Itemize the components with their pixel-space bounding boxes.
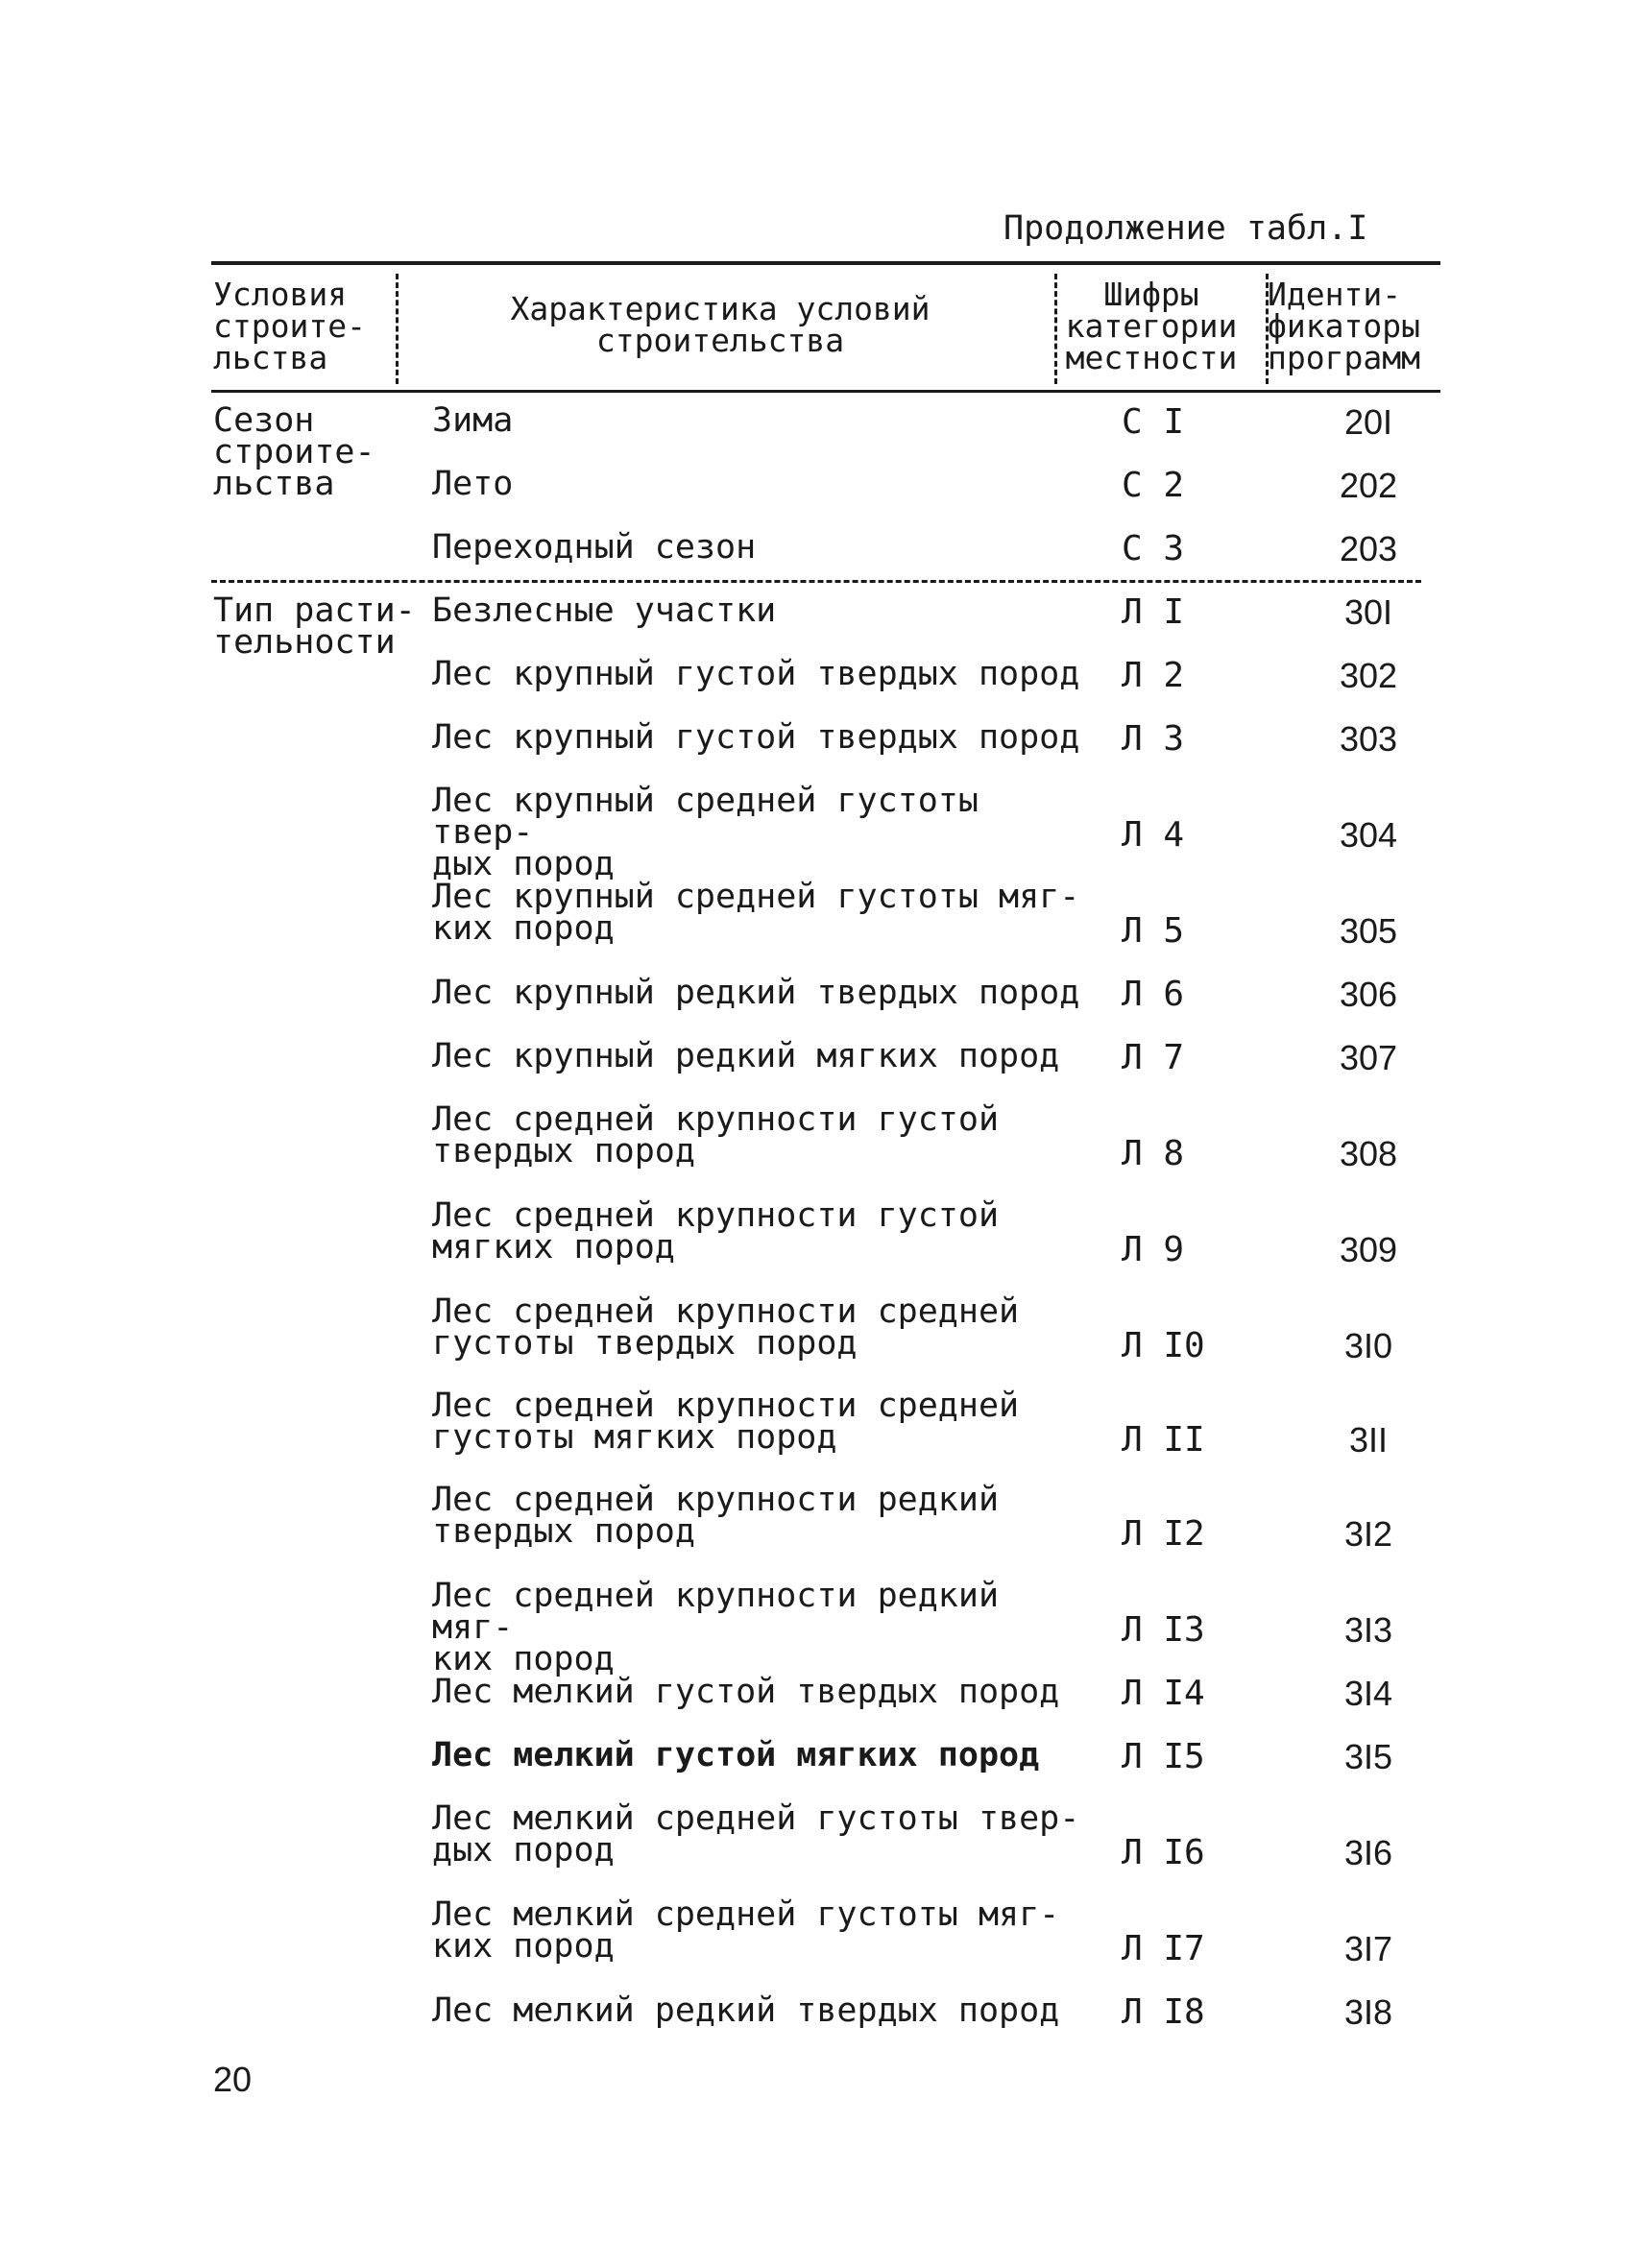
row-description: Лес крупный густой твердых пород — [432, 655, 1080, 693]
row-category-code: Л I7 — [1122, 1929, 1205, 1968]
row-program-id: 307 — [1339, 1038, 1398, 1077]
row-program-id: 302 — [1339, 656, 1398, 695]
row-category-code: Л 9 — [1122, 1230, 1185, 1269]
row-category-code: Л I3 — [1122, 1610, 1205, 1650]
row-description: Лес крупный редкий мягких пород — [432, 1037, 1060, 1075]
row-program-id: 30I — [1343, 592, 1393, 632]
table-caption: Продолжение табл.I — [1003, 209, 1368, 248]
row-description: Лес средней крупности редкий мяг- ких пород — [432, 1577, 1000, 1678]
row-category-code: Л I8 — [1122, 1992, 1205, 2032]
group-label-vegetation: Тип расти- тельности — [213, 591, 416, 662]
row-category-code: Л 3 — [1122, 719, 1185, 759]
row-description: Лес средней крупности средней густоты мягких пород — [432, 1387, 1020, 1457]
header-category-codes: Шифры категории местности — [1065, 276, 1238, 376]
row-description: Лес мелкий редкий твердых пород — [432, 1991, 1060, 2030]
row-description: Лес средней крупности редкий твердых пород — [432, 1481, 1000, 1551]
row-program-id: 3I6 — [1343, 1833, 1393, 1872]
row-program-id: 3I8 — [1343, 1992, 1393, 2032]
row-category-code: Л 4 — [1122, 815, 1185, 855]
row-category-code: Л I5 — [1122, 1737, 1205, 1776]
row-program-id: 309 — [1339, 1230, 1398, 1269]
header-characteristics: Характеристика условий строительства — [510, 290, 931, 359]
row-program-id: 3I0 — [1343, 1326, 1393, 1365]
row-program-id: 20I — [1343, 402, 1393, 442]
row-category-code: С 3 — [1122, 529, 1185, 568]
row-program-id: 306 — [1339, 975, 1398, 1014]
row-description: Лес мелкий средней густоты твер- дых пород — [432, 1799, 1080, 1870]
row-category-code: Л 8 — [1122, 1134, 1185, 1173]
row-program-id: 203 — [1339, 529, 1398, 568]
row-program-id: 202 — [1339, 466, 1398, 505]
row-category-code: С 2 — [1122, 466, 1185, 505]
row-category-code: Л 6 — [1122, 975, 1185, 1014]
row-description: Лето — [432, 465, 514, 503]
row-description: Переходный сезон — [432, 528, 757, 567]
row-program-id: 303 — [1339, 719, 1398, 759]
row-category-code: Л I4 — [1122, 1674, 1205, 1713]
row-description: Лес мелкий густой мягких пород — [432, 1736, 1040, 1774]
row-program-id: 3I3 — [1343, 1610, 1393, 1650]
row-program-id: 3I2 — [1343, 1514, 1393, 1554]
row-description: Лес мелкий густой твердых пород — [432, 1673, 1060, 1711]
row-description: Безлесные участки — [432, 591, 777, 630]
group-label-season: Сезон строите- льства — [213, 401, 375, 503]
row-description: Лес крупный средней густоты мяг- ких пород — [432, 878, 1080, 948]
row-program-id: 3I7 — [1343, 1929, 1393, 1968]
row-category-code: Л I2 — [1122, 1514, 1205, 1554]
row-program-id: 3I5 — [1343, 1737, 1393, 1776]
row-description: Зима — [432, 401, 514, 440]
row-description: Лес мелкий средней густоты мяг- ких пород — [432, 1895, 1060, 1966]
row-category-code: Л I6 — [1122, 1833, 1205, 1872]
row-description: Лес крупный редкий твердых пород — [432, 974, 1080, 1012]
row-program-id: 305 — [1339, 911, 1398, 951]
row-description: Лес крупный средней густоты твер- дых пород — [432, 782, 979, 883]
row-program-id: 3I4 — [1343, 1674, 1393, 1713]
row-program-id: 3II — [1348, 1420, 1389, 1460]
row-description: Лес крупный густой твердых пород — [432, 718, 1080, 757]
row-category-code: С I — [1122, 402, 1185, 442]
row-description: Лес средней крупности средней густоты твердых пород — [432, 1292, 1020, 1363]
page-number: 20 — [213, 2060, 253, 2099]
row-category-code: Л I — [1122, 592, 1185, 632]
header-program-identifiers: Иденти- фикаторы программ — [1268, 276, 1420, 376]
row-program-id: 304 — [1339, 815, 1398, 855]
row-category-code: Л II — [1122, 1420, 1205, 1460]
row-category-code: Л 5 — [1122, 911, 1185, 951]
row-category-code: Л 2 — [1122, 656, 1185, 695]
row-program-id: 308 — [1339, 1134, 1398, 1173]
header-conditions: Условия строите- льства — [213, 276, 366, 376]
row-description: Лес средней крупности густой мягких пород — [432, 1196, 1000, 1267]
row-category-code: Л 7 — [1122, 1038, 1185, 1077]
row-category-code: Л I0 — [1122, 1326, 1205, 1365]
row-description: Лес средней крупности густой твердых пород — [432, 1100, 1000, 1170]
